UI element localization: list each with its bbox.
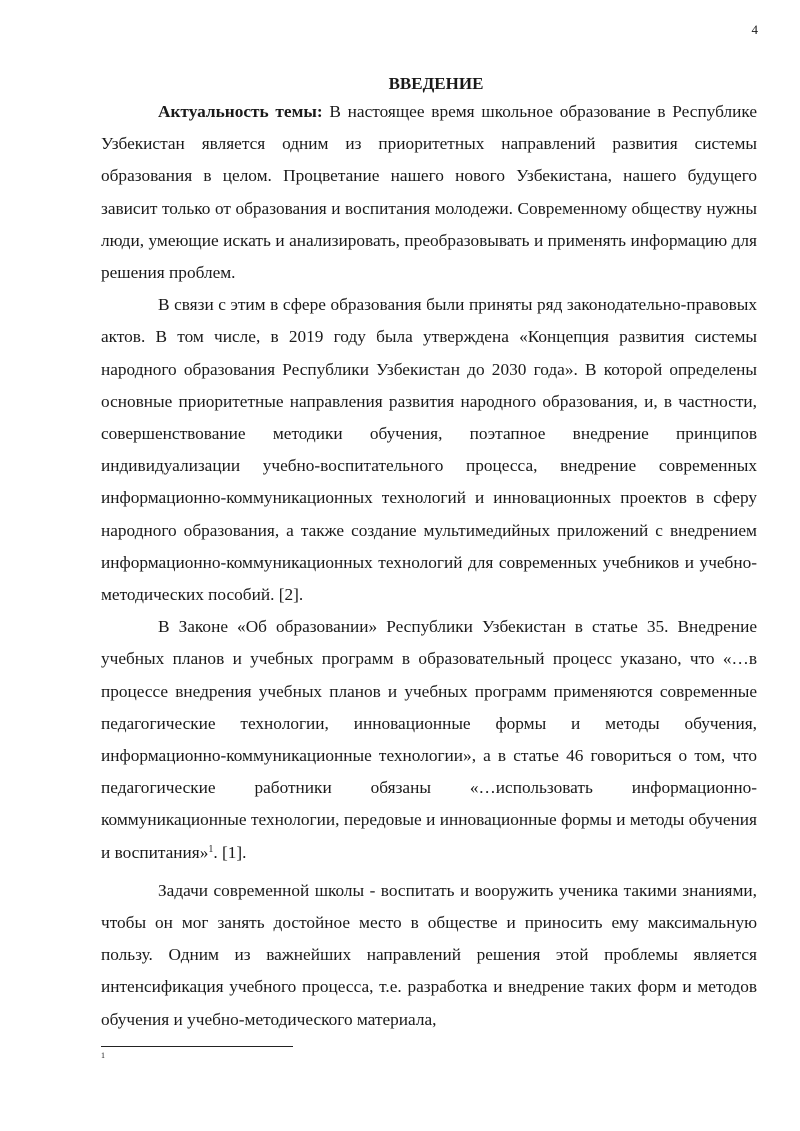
paragraph-legal-acts: В связи с этим в сфере образования были приняты ряд законодательно-правовых актов. В том числе, в 2019 году была утверждена «Концепция развития системы народного образования Республики Узбекистан до 2030 года». В которой определены основные приоритетные направления развития народного образования, и, в частности, совершенствование методики обучения, поэтапное внедрение принципов индивидуализации учебно-воспитательного процесса, внедрение современных информационно-коммуникационных технологий и инновационных проектов в сферу народного образования, а также создание мультимедийных приложений с внедрением информационно-коммуникационных технологий для современных учебников и учебно-методических пособий. [2]. bbox=[101, 295, 757, 605]
footnote-mark: 1 bbox=[101, 1051, 105, 1060]
paragraph-school-tasks: Задачи современной школы - воспитать и вооружить ученика такими знаниями, чтобы он мог занять достойное место в обществе и приносить ему максимальную пользу. Одним из важнейших направлений решения этой проблемы является интенсификация учебного процесса, т.е. разработка и внедрение таких форм и методов обучения и учебно-методического материала, bbox=[101, 880, 757, 1029]
footnote-reference[interactable]: 1 bbox=[208, 843, 214, 855]
document-body bbox=[101, 72, 757, 1036]
footnote-separator bbox=[101, 1046, 293, 1047]
paragraph-tail: . [1]. bbox=[213, 842, 247, 862]
section-heading: ВВЕДЕНИЕ bbox=[388, 74, 484, 93]
paragraph-relevance bbox=[101, 96, 757, 289]
paragraph-text: В Законе «Об образовании» Республики Узбекистан в статье 35. Внедрение учебных планов и учебных программ в образовательный процесс указано, что «…в процессе внедрения учебных планов и учебных программ применяются современные педагогические технологии, инновационные формы и методы обучения, информационно-коммуникационные технологии», а в статье 46 говориться о том, что педагогические работники обязаны «…использовать информационно-коммуникационные технологии, передовые и инновационные формы и методы обучения и воспитания» bbox=[101, 617, 757, 862]
paragraph-lead: Актуальность темы: bbox=[158, 102, 323, 121]
paragraph-text: В настоящее время школьное образование в Республике Узбекистан является одним из приоритетных направлений развития системы образования в целом. Процветание нашего нового Узбекистана, нашего будущего зависит только от образования и воспитания молодежи. Современному обществу нужны люди, умеющие искать и анализировать, преобразовывать и применять информацию для решения проблем. bbox=[101, 102, 757, 283]
paragraph-education-law bbox=[101, 611, 757, 869]
page-number: 4 bbox=[751, 22, 758, 37]
